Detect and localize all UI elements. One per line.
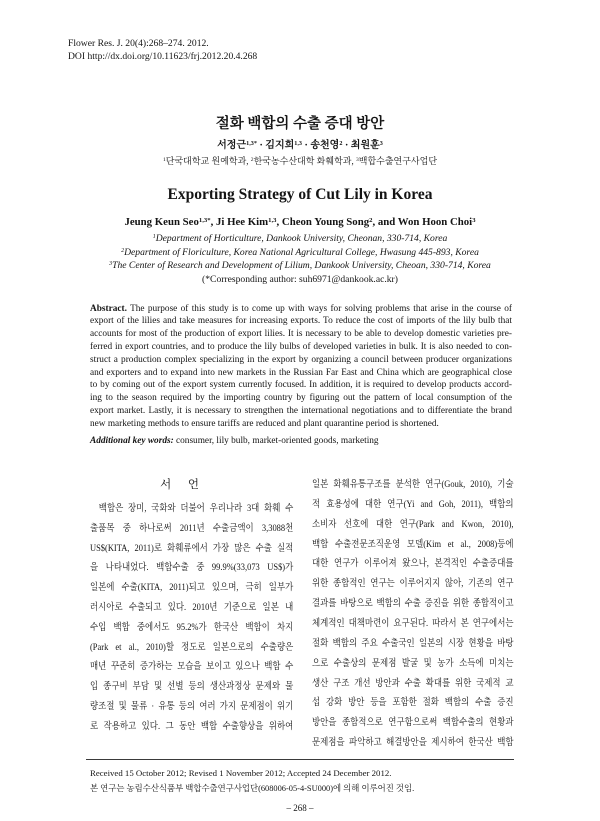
footnotes	[90, 766, 414, 796]
abstract-line: ferred in export countries, and to produce the lily bulbs of developed varieties in bulk. It is also needed to con-	[90, 341, 512, 352]
english-authors	[0, 214, 600, 230]
author-affiliation-marker: 3	[472, 216, 476, 224]
body-line: 러시아로 수출되고 있다. 2010년 기준으로 일본 내	[90, 602, 294, 614]
abstract-line: export market. Lastly, it is necessary to strengthen the international negotiations and to differentiate the brand	[90, 405, 512, 416]
affiliation-marker: 2	[250, 157, 254, 164]
affiliation-separator: ,	[351, 156, 356, 166]
body-line: 으로 수출상의 문제점 발굴 및 농가 소득에 미치는	[312, 657, 514, 669]
author-name: 최원훈	[350, 140, 380, 151]
body-line: 소비자 선호에 대한 연구(Park and Kwon, 2010),	[312, 518, 514, 530]
body-right-column	[312, 475, 514, 753]
page-number: – 268 –	[286, 803, 314, 813]
affiliation-line	[0, 259, 600, 273]
body-line: 입 종구비 부담 및 선별 등의 생산과정상 문제와 물	[90, 681, 294, 693]
affiliation-line	[0, 246, 600, 260]
footnote-divider	[86, 759, 514, 760]
author-name: Ji Hee Kim	[215, 216, 269, 228]
affiliation-separator: ,	[246, 156, 251, 166]
body-line: US$(KITA, 2011)로 화훼류에서 가장 많은 수출 실적	[90, 542, 294, 554]
affiliation-text: Department of Horticulture, Dankook University, Cheonan, 330-714, Korea	[155, 233, 448, 244]
korean-title: 절화 백합의 수출 증대 방안	[215, 116, 385, 132]
received-dates: Received 15 October 2012; Revised 1 November 2012; Accepted 24 December 2012.	[90, 768, 392, 778]
abstract-line	[90, 303, 512, 316]
abstract-line: new marketing methods to ensure tariffs are reduced and plant quarantine period is shortened.	[90, 418, 439, 429]
body-line: 섭 강화 방안 등을 포함한 절화 백합의 수출 증진	[312, 697, 514, 709]
affiliation-marker: 1	[162, 157, 166, 164]
author-separator: ·	[302, 140, 311, 151]
affiliation-marker: 3	[355, 157, 359, 164]
abstract	[90, 303, 512, 431]
journal-citation: Flower Res. J. 20(4):268–274. 2012.	[68, 38, 209, 49]
author-separator: ·	[342, 140, 351, 151]
abstract-line-text: The purpose of this study is to come up with ways for solving problems that arise in the course of	[130, 303, 513, 314]
affiliation-text: 단국대학교 원예학과	[165, 156, 247, 166]
author-affiliation-marker: 1,3	[268, 216, 277, 224]
author-name: 서정근	[217, 140, 247, 151]
affiliation-text: 백합수출연구사업단	[358, 156, 438, 166]
abstract-line: and exporters and to expand into new markets in the Russian Far East and China which are geographical close	[90, 367, 512, 378]
author-affiliation-marker: 2	[339, 139, 343, 147]
journal-header	[68, 38, 257, 63]
body-line: 체계적인 대책마련이 요구된다. 따라서 본 연구에서는	[312, 618, 514, 629]
korean-affiliations	[0, 154, 600, 168]
affiliation-marker: 1	[152, 234, 156, 241]
author-name: Jeung Keun Seo	[124, 216, 199, 228]
affiliation-text: 한국농수산대학 화훼학과	[253, 156, 352, 166]
body-line: 대한 연구가 이루어져 왔으나, 본격적인 수출증대를	[312, 558, 514, 570]
abstract-line: export of the lilies and take measures for increasing exports. To reduce the cost of imports of the lily bulb that	[90, 316, 512, 327]
body-line: 량조절 및 물류 · 유통 등의 여러 가지 문제점이 위기	[90, 701, 294, 713]
body-line: 출품목 중 하나로써 2011년 수출금액이 3,3088천	[90, 522, 294, 534]
doi-line	[68, 51, 257, 64]
corresponding-author: (*Corresponding author: suh6971@dankook.ac.kr)	[202, 274, 398, 286]
body-line: 결과를 바탕으로 백합의 수출 증진을 위한 종합적이고	[312, 598, 514, 610]
affiliation-line	[0, 232, 600, 246]
affiliation-text: The Center of Research and Development of Lilium, Dankook University, Cheoan, 330-714, Korea	[112, 260, 491, 272]
author-separator: ·	[256, 140, 266, 151]
body-line: 로 작용하고 있다. 그 동안 백합 수출향상을 위하여	[90, 720, 294, 732]
section-heading: 서 언	[160, 479, 206, 491]
body-line: 위한 종합적인 연구는 이루어지지 않아, 기존의 연구	[312, 578, 514, 590]
author-name: 송천영	[310, 140, 340, 151]
body-line: 을 나타내었다. 백합수출 중 99.9%(33,073 US$)가	[90, 562, 294, 574]
author-affiliation-marker: 2	[369, 216, 373, 224]
author-affiliation-marker: 1,3*	[198, 216, 211, 224]
body-left-column	[90, 499, 293, 737]
keywords	[90, 434, 379, 448]
abstract-line: ing to the season required by the importing country by figuring out the pattern of local consumption of the	[90, 393, 512, 404]
author-name: Cheon Young Song	[281, 216, 370, 228]
body-line: 문제점을 파악하고 해결방안을 제시하여 한국산 백합	[312, 737, 514, 749]
korean-authors	[0, 139, 600, 153]
body-line: 일본 화훼유통구조를 분석한 연구(Gouk, 2010), 기술	[312, 479, 514, 491]
affiliation-text: Department of Floriculture, Korea National Agricultural College, Hwasung 445-893, Korea	[124, 246, 479, 258]
body-line: 적 효용성에 대한 연구(Yi and Goh, 2011), 백합의	[312, 498, 514, 510]
author-separator: ,	[210, 216, 216, 228]
abstract-line: struct a production complex specializing in the export by organizing a council between producer organizations	[90, 354, 512, 365]
author-separator: ,	[276, 216, 282, 228]
english-title: Exporting Strategy of Cut Lily in Korea	[167, 186, 433, 203]
affiliation-marker: 2	[121, 247, 125, 254]
body-line: 방안을 종합적으로 연구함으로써 백합수출의 현황과	[312, 717, 514, 729]
funding-note: 본 연구는 농림수산식품부 백합수출연구사업단(608006-05-4-SU000)에 의해 이루어진 것임.	[90, 784, 415, 793]
body-line: 매년 꾸준히 증가하는 모습을 보이고 있으나 백합 수	[90, 661, 294, 673]
keywords-label: Additional key words:	[90, 436, 174, 446]
author-separator: , and	[372, 216, 398, 228]
body-line: 백합은 장미, 국화와 더불어 우리나라 3대 화훼 수	[98, 503, 294, 515]
abstract-label: Abstract.	[90, 303, 127, 314]
body-line: 절화 백합의 주요 수출국인 일본의 시장 현황을 바탕	[312, 637, 514, 649]
author-name: 김지희	[265, 140, 295, 151]
body-line: 백합 수출전문조직운영 모델(Kim et al., 2008)등에	[312, 538, 514, 550]
affiliation-marker: 3	[109, 261, 113, 268]
author-name: Won Hoon Choi	[397, 216, 473, 228]
author-affiliation-marker: 1,3	[294, 139, 303, 147]
author-affiliation-marker: 3	[379, 139, 383, 147]
body-line: 일본에 수출(KITA, 2011)되고 있으며, 극히 일부가	[90, 582, 294, 594]
doi-label: DOI	[68, 50, 86, 62]
body-line: 생산 구조 개선 방안과 수출 확대를 위한 국제적 교	[312, 677, 514, 689]
abstract-line: accounts for most of the production of export lilies. It is necessary to be able to develop domestic varieties pre-	[90, 329, 512, 340]
keywords-text: consumer, lily bulb, market-oriented goods, marketing	[176, 436, 379, 446]
doi-url: http://dx.doi.org/10.11623/frj.2012.20.4.268	[87, 50, 258, 62]
body-line: (Park et al., 2010)할 정도로 일본으로의 수출량은	[90, 641, 294, 653]
body-line: 수입 백합 중에서도 95.2%가 한국산 백합이 차지	[90, 621, 294, 633]
english-affiliations	[0, 232, 600, 287]
abstract-line: to by coming out of the export system currently focused. In addition, it is required to develop products accord-	[90, 380, 512, 391]
author-affiliation-marker: 1,3*	[246, 139, 257, 147]
